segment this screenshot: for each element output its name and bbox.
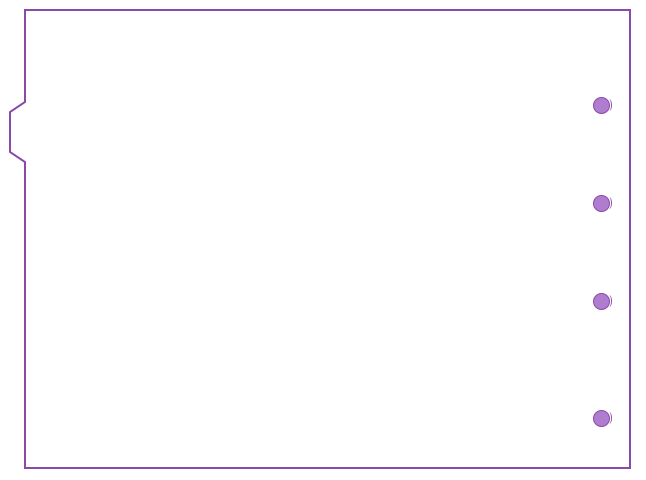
binder-hole-icon — [593, 97, 610, 114]
binder-hole-icon — [593, 293, 610, 310]
binder-hole-icon — [593, 410, 610, 427]
binder-hole-icon — [593, 195, 610, 212]
